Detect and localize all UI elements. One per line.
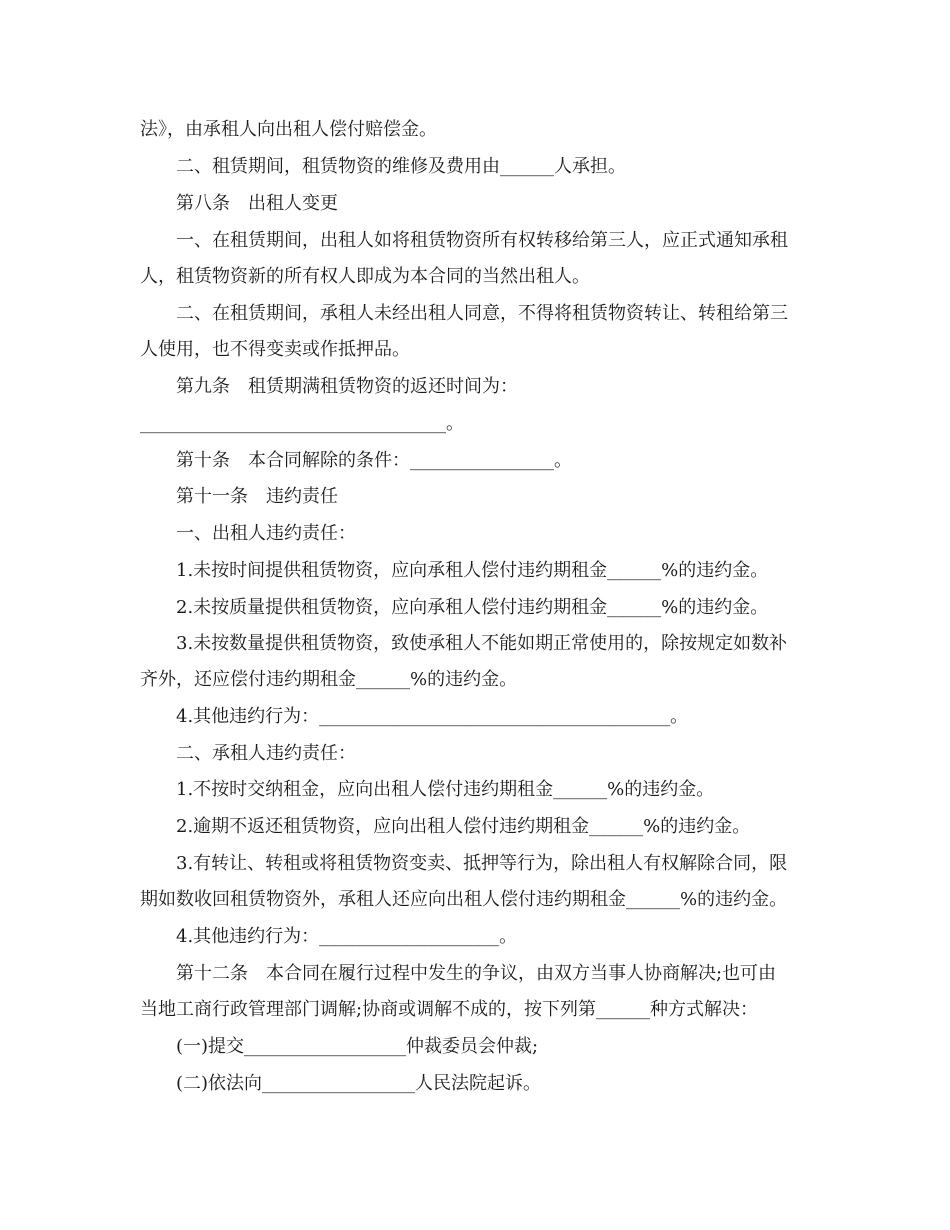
text-line: (二)依法向_________________人民法院起诉。 [176,1073,542,1094]
text-line: 二、租赁期间，租赁物资的维修及费用由______人承担。 [176,156,626,177]
article-heading: 第十一条 违约责任 [176,486,338,507]
text-line: 1.未按时间提供租赁物资，应向承租人偿付违约期租金______%的违约金。 [176,560,769,581]
text-line: 2.逾期不返还租赁物资，应向出租人偿付违约期租金______%的违约金。 [176,816,751,837]
article-heading: 第九条 租赁期满租赁物资的返还时间为： [176,376,518,397]
section-heading: 一、出租人违约责任： [176,523,356,544]
text-line: 人，租赁物资新的所有权人即成为本合同的当然出租人。 [140,266,590,287]
text-line: 3.有转让、转租或将租赁物资变卖、抵押等行为，除出租人有权解除合同，限 [176,853,788,874]
blank-line: __________________________________。 [140,413,464,434]
text-line: 4.其他违约行为：_______________________________________。 [176,706,689,727]
text-line: 1.不按时交纳租金，应向出租人偿付违约期租金______%的违约金。 [176,779,715,800]
section-heading: 二、承租人违约责任： [176,743,356,764]
text-line: 二、在租赁期间，承租人未经出租人同意，不得将租赁物资转让、转租给第三 [176,303,788,324]
text-line: 人使用，也不得变卖或作抵押品。 [140,339,410,360]
text-line: 齐外，还应偿付违约期租金______%的违约金。 [140,669,518,690]
text-line: (一)提交__________________仲裁委员会仲裁; [176,1036,539,1057]
article-heading: 第八条 出租人变更 [176,193,338,214]
text-line: 3.未按数量提供租赁物资，致使承租人不能如期正常使用的，除按规定如数补 [176,633,788,654]
text-line: 一、在租赁期间，出租人如将租赁物资所有权转移给第三人，应正式通知承租 [176,230,788,251]
text-line: 法》，由承租人向出租人偿付赔偿金。 [140,119,437,140]
text-line: 当地工商行政管理部门调解;协商或调解不成的，按下列第______种方式解决： [140,999,759,1020]
article-heading: 第十二条 本合同在履行过程中发生的争议，由双方当事人协商解决;也可由 [176,963,777,984]
article-heading: 第十条 本合同解除的条件：________________。 [176,450,572,471]
text-line: 4.其他违约行为：____________________。 [176,926,518,947]
text-line: 期如数收回租赁物资外，承租人还应向出租人偿付违约期租金______%的违约金。 [140,889,788,910]
text-line: 2.未按质量提供租赁物资，应向承租人偿付违约期租金______%的违约金。 [176,597,769,618]
